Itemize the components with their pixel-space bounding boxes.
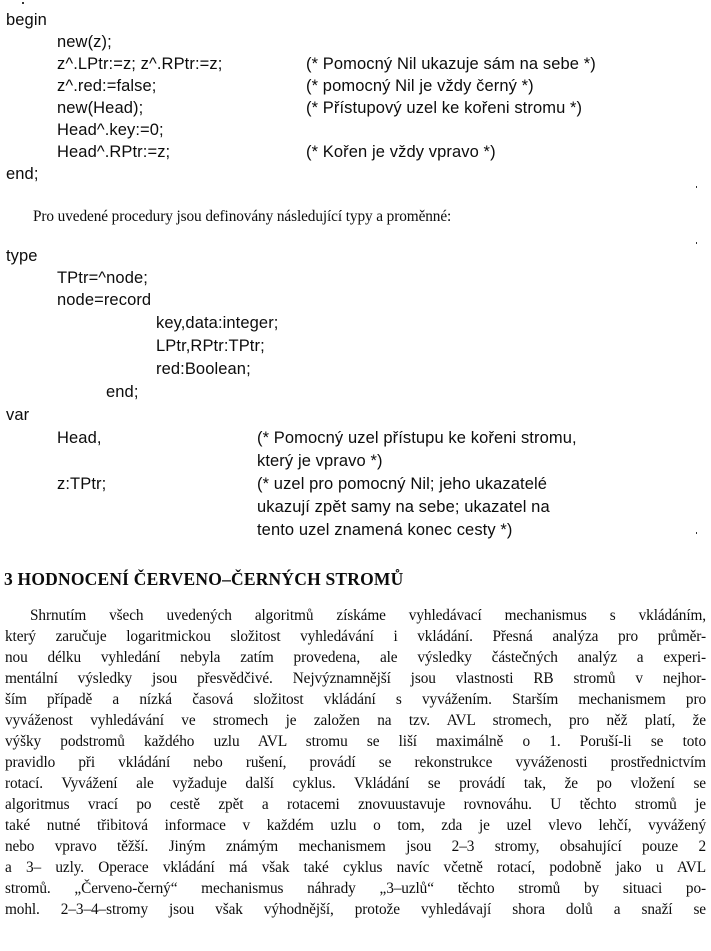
code-line: Head,	[57, 429, 102, 447]
scan-speck	[22, 2, 24, 4]
section-heading: 3 HODNOCENÍ ČERVENO–ČERNÝCH STROMŮ	[4, 569, 404, 589]
paragraph-line: pravidlo při vkládání nebo rušení, provádí se rekonstrukce vyváženosti prostřednictvím	[5, 754, 706, 771]
code-line: LPtr,RPtr:TPtr;	[156, 337, 265, 355]
code-line: new(Head);	[57, 99, 144, 117]
paragraph-line: nebo vpravo těžší. Jiným známým mechanismem jsou 2–3 stromy, obsahující pouze 2	[5, 838, 706, 855]
paragraph-line: mohl. 2–3–4–stromy jsou však výhodnější, protože vyhledávají shora dolů a snaží se	[5, 901, 706, 918]
code-comment: (* Pomocný Nil ukazuje sám na sebe *)	[306, 55, 596, 73]
paragraph-line: algoritmus vrací po cestě zpět a rotacemi znovuustavuje rovnováhu. U těchto stromů je	[5, 796, 706, 813]
code-line: end;	[106, 383, 139, 401]
code-comment: ukazují zpět samy na sebe; ukazatel na	[257, 498, 550, 516]
code-line: new(z);	[57, 33, 112, 51]
code-comment: (* Přístupový uzel ke kořeni stromu *)	[306, 99, 583, 117]
paragraph-line: vyváženost vyhledávání ve stromech je založen na tzv. AVL stromech, pro něž platí, že	[5, 712, 706, 729]
paragraph-line: a 3– uzly. Operace vkládání má však také cyklus navíc včetně rotací, podobně jako u AVL	[5, 859, 706, 876]
scan-speck	[696, 242, 697, 244]
code-line: Head^.RPtr:=z;	[57, 143, 171, 161]
paragraph-line: ším případě a nízká časová složitost vkládání s vyvážením. Starším mechanismem pro	[5, 691, 706, 708]
intro-sentence: Pro uvedené procedury jsou definovány následující typy a proměnné:	[33, 208, 452, 225]
code-keyword-type: type	[6, 247, 38, 265]
code-comment: který je vpravo *)	[257, 452, 383, 470]
code-comment: (* uzel pro pomocný Nil; jeho ukazatelé	[257, 475, 548, 493]
code-line: Head^.key:=0;	[57, 121, 164, 139]
code-line: red:Boolean;	[156, 360, 251, 378]
paragraph-line: mentální výsledky jsou přesvědčivé. Nejvýznamnější jsou vlastnosti RB stromů v nejhor-	[5, 670, 706, 687]
paragraph-line: rotací. Vyvážení ale vyžaduje další cyklus. Vkládání se provádí tak, že po vložení se	[5, 775, 706, 792]
paragraph-line: nou délku vyhledání nebyla zatím provedena, ale výsledky částečných analýz a experi-	[5, 649, 706, 666]
code-comment: tento uzel znamená konec cesty *)	[257, 521, 513, 539]
code-line: z^.red:=false;	[57, 77, 157, 95]
scan-speck	[696, 186, 697, 188]
code-keyword-var: var	[6, 406, 30, 424]
code-keyword-begin: begin	[6, 11, 47, 29]
paragraph-line: Shrnutím všech uvedených algoritmů získáme vyhledávací mechanismus s vkládáním,	[30, 607, 706, 624]
code-comment: (* pomocný Nil je vždy černý *)	[306, 77, 534, 95]
paragraph-line: výšky podstromů každého uzlu AVL stromu se liší maximálně o 1. Poruší-li se toto	[5, 733, 706, 750]
paragraph-line: také nutné třibitová informace v každém uzlu o tom, zda je uzel vlevo lehčí, vyvážený	[5, 817, 706, 834]
code-line: z^.LPtr:=z; z^.RPtr:=z;	[57, 55, 223, 73]
paragraph-line: stromů. „Červeno-černý“ mechanismus náhrady „3–uzlů“ těchto stromů by situaci po-	[5, 880, 706, 897]
code-keyword-end: end;	[6, 165, 39, 183]
code-line: key,data:integer;	[156, 314, 279, 332]
code-line: TPtr=^node;	[57, 269, 148, 287]
paragraph-line: který zaručuje logaritmickou složitost vyhledávání i vkládání. Přesná analýza pro průměr-	[5, 628, 706, 645]
code-comment: (* Kořen je vždy vpravo *)	[306, 143, 496, 161]
code-comment: (* Pomocný uzel přístupu ke kořeni stromu,	[257, 429, 577, 447]
code-line: z:TPtr;	[57, 475, 107, 493]
code-line: node=record	[57, 291, 152, 309]
scan-speck	[696, 532, 697, 534]
